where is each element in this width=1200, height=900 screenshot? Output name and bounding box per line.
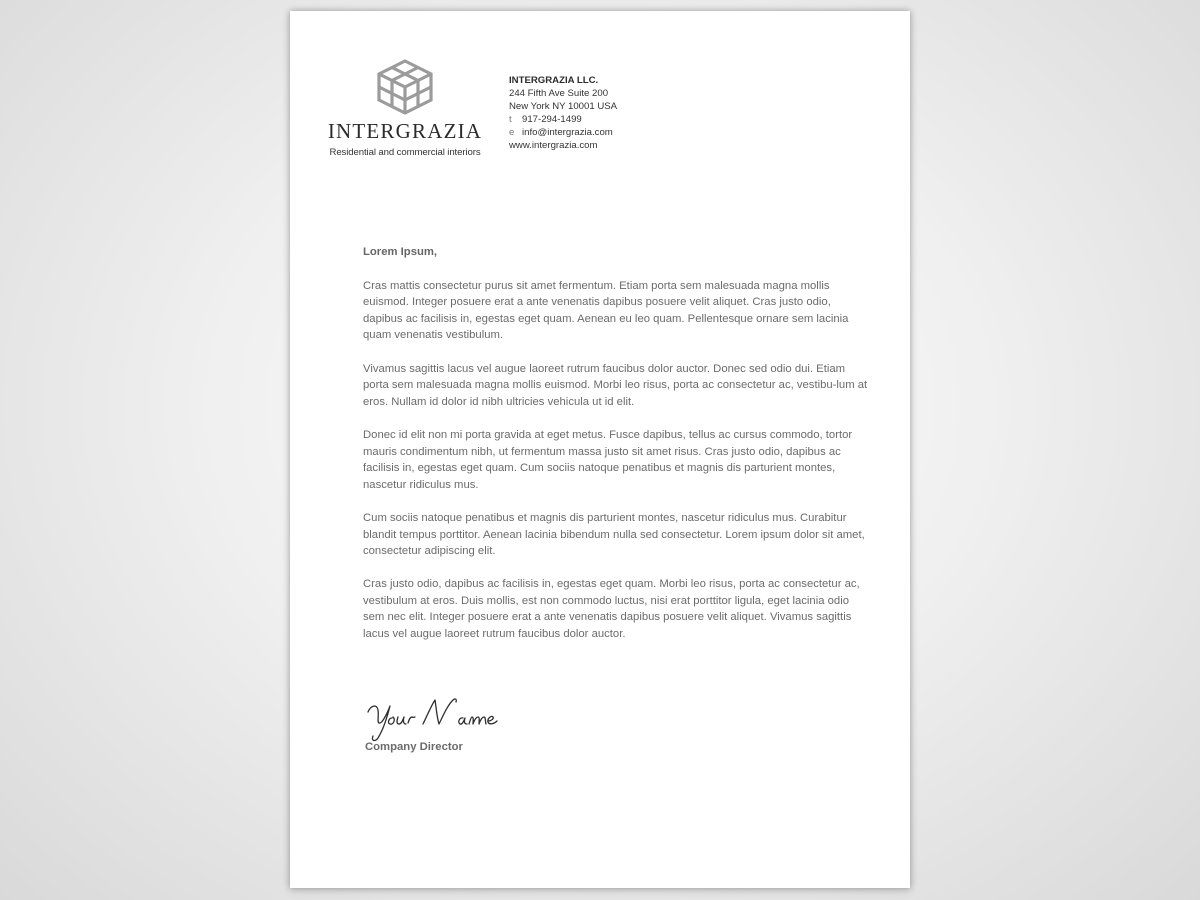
paragraph-3: Donec id elit non mi porta gravida at eget metus. Fusce dapibus, tellus ac cursus commodo, tortor mauris condimentum nibh, ut fermentum massa justo sit amet risus. Cras justo odio, dapibus ac facilisis in, egestas eget quam. Cum sociis natoque penatibus et magnis dis parturient montes, nascetur ridiculus mus.	[363, 428, 853, 491]
paragraph-1: Cras mattis consectetur purus sit amet fermentum. Etiam porta sem malesuada magna mollis euismod. Integer posuere erat a ante venenatis dapibus posuere velit aliquet. Cras justo odio, dapibus ac facilisis in, egestas eget quam. Aenean eu leo quam. Pellentesque ornare sem lacinia quam venenatis vestibulum.	[363, 279, 849, 342]
email-prefix: e	[509, 127, 515, 138]
hexagon-cube-logo-icon	[375, 59, 435, 115]
email-address: info@intergrazia.com	[522, 127, 613, 138]
handwritten-signature	[365, 696, 515, 744]
letter-body	[363, 244, 873, 659]
brand-tagline: Residential and commercial interiors	[329, 147, 481, 158]
phone-number: 917-294-1499	[522, 114, 582, 125]
paragraph-5: Cras justo odio, dapibus ac facilisis in, egestas eget quam. Morbi leo risus, porta ac consectetur ac, vestibulum at eros. Duis mollis, est non commodo luctus, nisi erat porttitor ligula, eget lacinia odio sem nec elit. Integer posuere erat a ante venenatis dapibus posuere velit aliquet. Vivamus sagittis lacus vel augue laoreet rutrum faucibus dolor auctor.	[363, 578, 860, 641]
contact-block	[509, 74, 617, 152]
brand-name: INTERGRAZIA	[327, 119, 483, 143]
signature-block	[365, 696, 515, 754]
paragraph-2: Vivamus sagittis lacus vel augue laoreet rutrum faucibus dolor auctor. Donec sed odio dui. Etiam porta sem malesuada magna mollis euismod. Morbi leo risus, porta ac consectetur ac, vestibu-lum at eros. Nullam id dolor id nibh ultricies vehicula ut id elit.	[363, 362, 868, 408]
address-line-1: 244 Fifth Ave Suite 200	[509, 88, 609, 99]
address-line-2: New York NY 10001 USA	[509, 101, 618, 112]
paragraph-4: Cum sociis natoque penatibus et magnis dis parturient montes, nascetur ridiculus mus. Curabitur blandit tempus porttitor. Aenean lacinia bibendum nulla sed consectetur. Lorem ipsum dolor sit amet, consectetur adipiscing elit.	[363, 511, 865, 558]
phone-prefix: t	[509, 114, 512, 125]
email-row	[509, 126, 617, 139]
phone-row	[509, 113, 617, 126]
website: www.intergrazia.com	[509, 140, 598, 151]
company-logo	[320, 59, 490, 158]
letterhead-page	[290, 11, 910, 888]
salutation: Lorem Ipsum,	[363, 246, 438, 258]
company-legal-name: INTERGRAZIA LLC.	[509, 75, 599, 86]
signer-title: Company Director	[365, 741, 463, 753]
